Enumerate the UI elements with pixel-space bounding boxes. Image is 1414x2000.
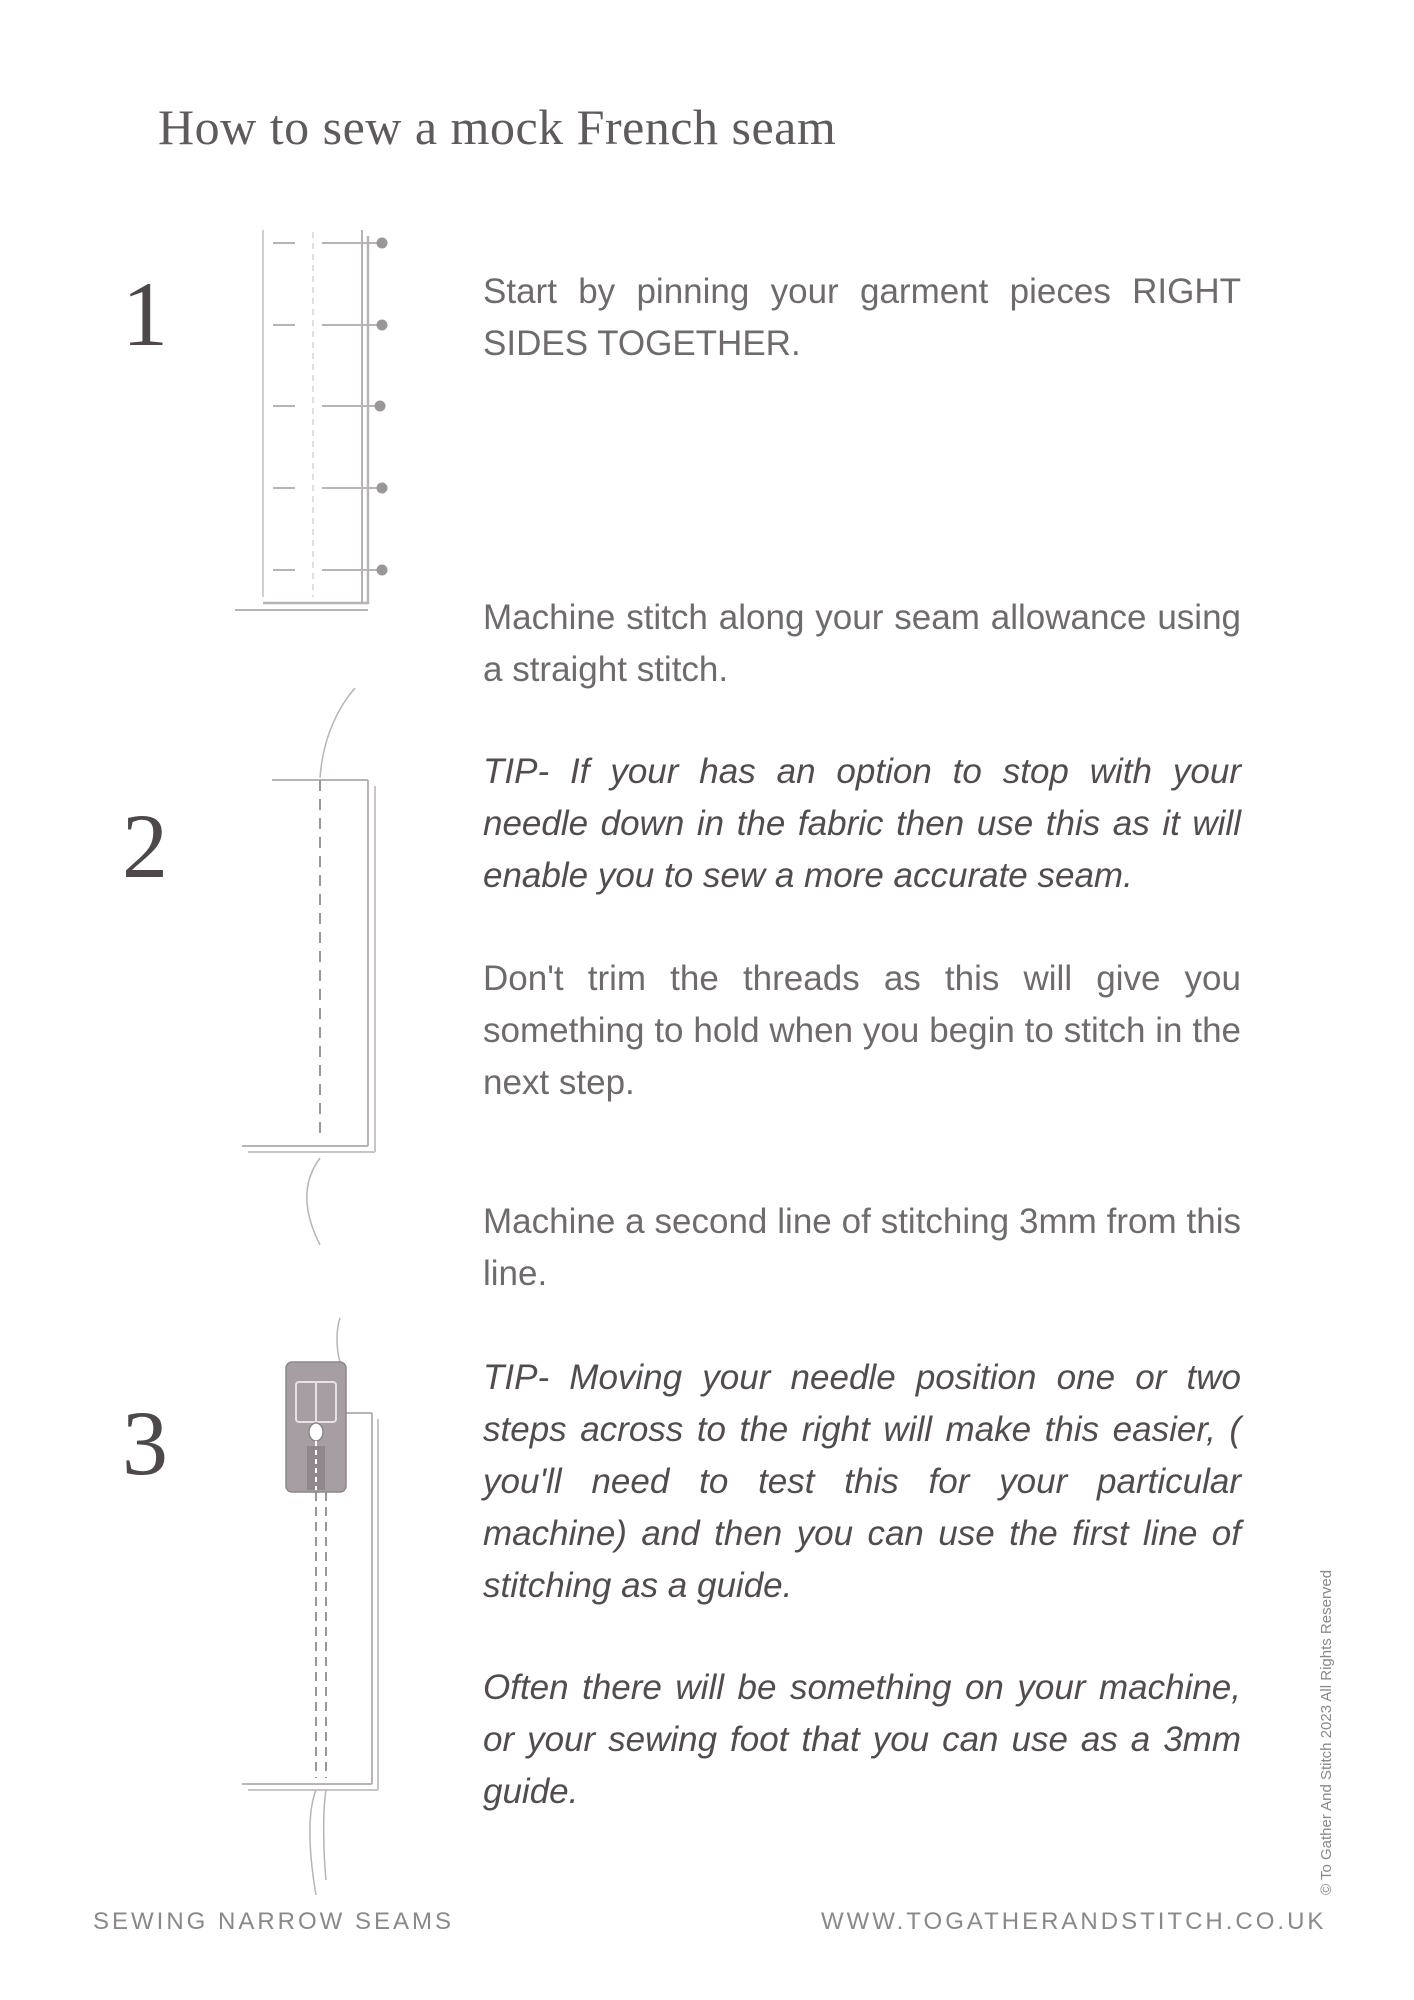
copyright-notice: © To Gather And Stitch 2023 All Rights Reserved — [1318, 1569, 1335, 1895]
footer-website-link[interactable]: WWW.TOGATHERANDSTITCH.CO.UK — [821, 1908, 1327, 1935]
page-title: How to sew a mock French seam — [158, 99, 837, 155]
step-3-number: 3 — [122, 1392, 168, 1494]
step-2-tip: TIP- If your has an option to stop with your needle down in the fabric then use this as it will enable you to sew a more accurate seam. — [483, 752, 1241, 895]
step-2-note: Don't trim the threads as this will give you something to hold when you begin to stitch in the next step. — [483, 959, 1241, 1102]
step-2-instruction: Machine stitch along your seam allowance using a straight stitch. — [483, 598, 1241, 689]
step-2-number: 2 — [122, 795, 168, 897]
step-3-instruction: Machine a second line of stitching 3mm from this line. — [483, 1202, 1241, 1293]
footer-section-title: SEWING NARROW SEAMS — [93, 1908, 455, 1935]
step-3-guide-note: Often there will be something on your machine, or your sewing foot that you can use as a 3mm guide. — [483, 1668, 1241, 1811]
step-3-tip: TIP- Moving your needle position one or two steps across to the right will make this easier, ( you'll need to test this for your particular machine) and then you can use the first line of stitching as a guide. — [483, 1358, 1241, 1605]
step-1-instruction: Start by pinning your garment pieces RIGHT SIDES TOGETHER. — [483, 272, 1241, 363]
step-1-number: 1 — [122, 263, 168, 365]
